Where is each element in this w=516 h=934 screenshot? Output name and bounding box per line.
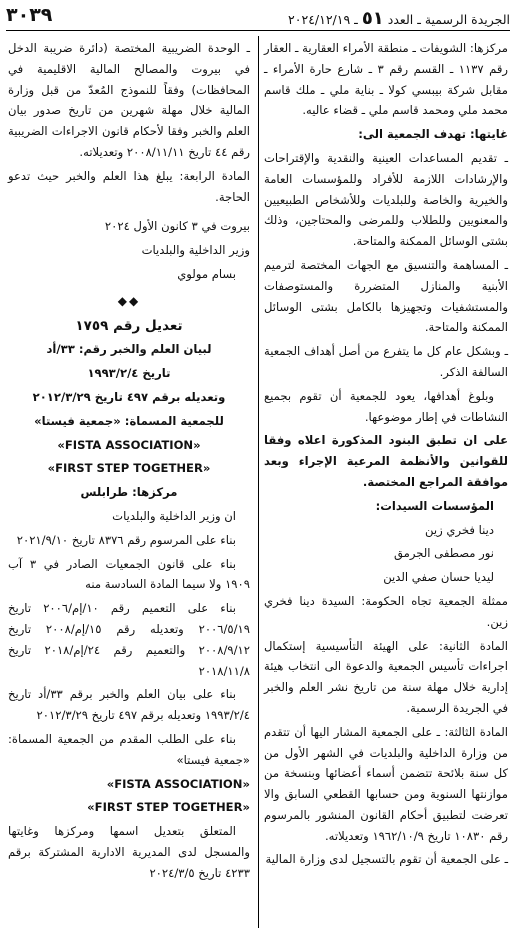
article-three: المادة الثالثة: ـ على الجمعية المشار اليها أن تتقدم من وزارة الداخلية والبلديات في الشهر الأول من كل سنة بلائحة تتضمن أسماء أعضائها وبنسخة من موازنتها السنوية ومن حسابها القطعي السابق والا تعرضت لتطبيق أحكام القانون المنشور بالمرسوم رقم ١٠٨٣٠ تاريخ ١٩٦٢/١٠/٩ وتعديلاته. <box>264 724 508 843</box>
aims-heading: غايتها: تهدف الجمعية الى: <box>358 127 508 142</box>
article-four: المادة الرابعة: يبلغ هذا العلم والخبر حيث تدعو الحاجة. <box>8 168 250 204</box>
association-hq: مركزها: طرابلس <box>80 485 178 500</box>
amendment-reference: لبيان العلم والخبر رقم: ٣٣/أد <box>46 342 212 357</box>
amendment-title: تعديل رقم ١٧٥٩ <box>75 317 183 334</box>
basis-1: بناء على المرسوم رقم ٨٣٧٦ تاريخ ٢٠٢١/٩/١٠ <box>16 532 236 547</box>
basis-3: بناء على التعميم رقم ١٠/إم/٢٠٠٦ تاريخ ٢٠٠٦/٥/١٩ وتعديله رقم ١٥/إم/٢٠٠٨ تاريخ ٢٠٠٨/٩/١٢ والتعميم رقم ٢٤/إم/٢٠١٨ تاريخ ٢٠١٨/١١/٨ <box>8 601 250 678</box>
finance-registration: ـ على الجمعية أن تقوم بالتسجيل لدى وزارة المالية <box>265 852 508 867</box>
association-subtitle-en: «FIRST STEP TOGETHER» <box>47 461 211 476</box>
header-rule <box>6 30 510 31</box>
signature-name: بسام مولوي <box>177 266 236 281</box>
closing-paragraph: المتعلق بتعديل اسمها ومركزها وغايتها والمسجل لدى المديرية الادارية المشتركة برقم ٤٢٣٣ تاريخ ٢٠٢٤/٣/٥ <box>8 824 250 880</box>
association-name-en: «FISTA ASSOCIATION» <box>57 437 201 452</box>
aim-2: ـ المساهمة والتنسيق مع الجهات المختصة لترميم الأبنية والمنازل المتضررة والمستوصفات والمستشفيات وتجهيزها بالكامل بشتى الوسائل الممكنة والمتاحة. <box>264 257 508 335</box>
association-subtitle-en-2: «FIRST STEP TOGETHER» <box>87 800 250 815</box>
minister-line: ان وزير الداخلية والبلديات <box>112 508 236 523</box>
page-number: ٣٠٣٩ <box>6 4 53 26</box>
header-title: الجريدة الرسمية ـ العدد <box>387 12 510 27</box>
left-column <box>8 38 250 886</box>
header-issue-number: ٥١ <box>361 8 384 29</box>
government-representative: ممثلة الجمعية تجاه الحكومة: السيدة دينا فخري زين. <box>264 593 508 629</box>
founders-heading: المؤسسات السيدات: <box>375 498 494 513</box>
association-name-en-2: «FISTA ASSOCIATION» <box>106 776 250 791</box>
basis-4: بناء على بيان العلم والخبر برقم ٣٣/أد تاريخ ١٩٩٣/٢/٤ وتعديله برقم ٤٩٧ تاريخ ٢٠١٢/٣/٢٩ <box>8 687 250 723</box>
basis-2: بناء على قانون الجمعيات الصادر في ٣ آب ١٩٠٩ ولا سيما المادة السادسة منه <box>8 556 250 592</box>
aim-1: ـ تقديم المساعدات العينية والنقدية والإقتراحات والإرشادات اللازمة للأفراد وللمؤسسات العامة والخيرية والخاصة وللبلديات وللأشخاص الطبيعيين والمعنويين وللطلاب وللمرضى والمحتاجين، وذلك بشتى الوسائل الممكنة والمتاحة. <box>264 150 508 249</box>
association-name-ar: للجمعية المسماة: «جمعية فيستا» <box>34 413 224 428</box>
signature-title: وزير الداخلية والبلديات <box>141 243 250 258</box>
signature-date: بيروت في ٣ كانون الأول ٢٠٢٤ <box>104 219 250 234</box>
section-separator: ◆◆ <box>117 293 141 308</box>
header-title-line <box>288 8 510 29</box>
amendment-modification: وتعديله برقم ٤٩٧ تاريخ ٢٠١٢/٣/٢٩ <box>32 389 226 404</box>
article-two: المادة الثانية: على الهيئة التأسيسية إستكمال اجراءات تأسيس الجمعية والدعوة الى انتخاب هيئة إدارية خلال مهلة سنة من تاريخ نشر العلم والخبر في الجريدة الرسمية. <box>264 638 508 715</box>
amendment-date: تاريخ ١٩٩٣/٢/٤ <box>87 366 171 381</box>
founder-2: نور مصطفى الجرمق <box>393 546 494 561</box>
tax-unit-paragraph: ـ الوحدة الضريبية المختصة (دائرة ضريبة الدخل في بيروت والمصالح المالية الاقليمية في المحافظات) وفقاً للنموذج المُعدّ من قبل وزارة المالية خلال مهلة شهرين من تاريخ صدور بيان العلم والخبر وفقا لأحكام قانون الاجراءات الضريبية رقم ٤٤ تاريخ ٢٠٠٨/١١/١١ وتعديلاته. <box>8 41 250 159</box>
founder-1: دينا فخري زين <box>425 522 494 537</box>
hq-paragraph: مركزها: الشويفات ـ منطقة الأمراء العقارية ـ العقار رقم ١١٣٧ ـ القسم رقم ٣ ـ شارع حارة الأمراء ـ مقابل شركة بيبسي كولا ـ بناية ملي ـ ملك قاسم محمد ملي ومحمد قاسم ملي ـ قضاء عاليه. <box>264 41 508 118</box>
header-date: ـ ٢٠٢٤/١٢/١٩ <box>288 12 358 27</box>
aims-note: وبلوغ أهدافها، يعود للجمعية أن تقوم بجميع النشاطات في إطار موضوعها. <box>264 388 508 424</box>
right-column <box>264 38 508 873</box>
page-header <box>6 4 510 30</box>
column-divider <box>258 36 259 928</box>
founder-3: ليديا حسان صفي الدين <box>383 570 494 585</box>
basis-5: بناء على الطلب المقدم من الجمعية المسماة: «جمعية فيستا» <box>8 731 250 767</box>
compliance-note: على ان تطبق البنود المذكورة اعلاه وفقا للقوانين والأنظمة المرعية الإجراء وبعد موافقة المراجع المختصة. <box>264 433 508 489</box>
aim-3: ـ وبشكل عام كل ما يتفرع من أصل أهداف الجمعية السالفة الذكر. <box>264 344 508 379</box>
